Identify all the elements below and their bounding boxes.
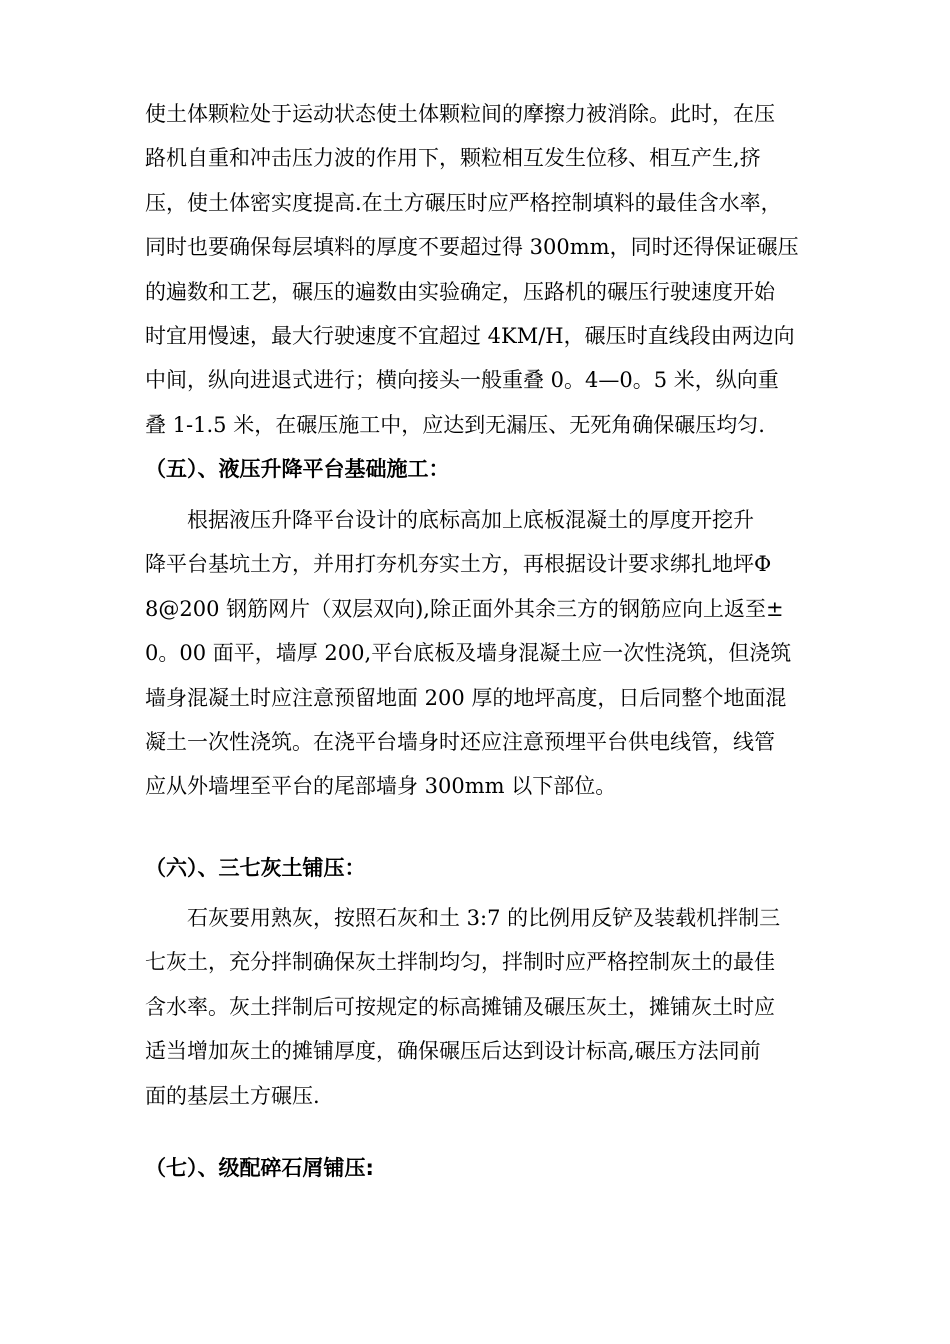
text-line: 含水率。灰土拌制后可按规定的标高摊铺及碾压灰土，摊铺灰土时应 [145,994,775,1019]
text-line: 0。00 面平，墙厚 200,平台底板及墙身混凝土应一次性浇筑，但浇筑 [145,641,792,666]
text-line: 适当增加灰土的摊铺厚度，确保碾压后达到设计标高,碾压方法同前 [145,1039,761,1064]
text-line: 七灰土，充分拌制确保灰土拌制均匀，拌制时应严格控制灰土的最佳 [145,950,775,975]
paragraph-lime-soil [145,896,810,1118]
text-line: 同时也要确保每层填料的厚度不要超过得 300mm，同时还得保证碾压 [145,235,799,260]
text-line: 使土体颗粒处于运动状态使土体颗粒间的摩擦力被消除。此时，在压 [145,102,775,126]
text-line: 应从外墙埋至平台的尾部墙身 300mm 以下部位。 [145,774,617,799]
paragraph-compaction [145,92,810,447]
text-line: 8@200 钢筋网片（双层双向),除正面外其余三方的钢筋应向上返至± [145,596,784,621]
text-line: 墙身混凝土时应注意预留地面 200 厚的地坪高度，日后同整个地面混 [145,685,787,710]
paragraph-lift-platform [145,498,810,809]
text-line: 根据液压升降平台设计的底标高加上底板混凝土的厚度开挖升 [187,508,754,532]
text-line: 中间，纵向进退式进行；横向接头一般重叠 0。4—0。5 米，纵向重 [145,368,779,393]
text-line: 的遍数和工艺，碾压的遍数由实验确定，压路机的碾压行驶速度开始 [145,279,775,304]
text-line: 石灰要用熟灰，按照石灰和土 3:7 的比例用反铲及装载机拌制三 [187,906,781,930]
text-line: 凝土一次性浇筑。在浇平台墙身时还应注意预埋平台供电线管，线管 [145,729,775,754]
text-line: 面的基层土方碾压. [145,1083,320,1108]
section-heading-5: （五）、液压升降平台基础施工： [145,457,450,481]
text-line: 降平台基坑土方，并用打夯机夯实土方，再根据设计要求绑扎地坪Φ [145,552,772,577]
section-heading-6: （六）、三七灰土铺压： [145,856,366,880]
text-line: 路机自重和冲击压力波的作用下，颗粒相互发生位移、相互产生,挤 [145,146,761,171]
section-heading-7: （七）、级配碎石屑铺压: [145,1156,374,1180]
text-line: 叠 1-1.5 米，在碾压施工中，应达到无漏压、无死角确保碾压均匀. [145,412,765,437]
text-line: 压，使土体密实度提高.在土方碾压时应严格控制填料的最佳含水率， [145,190,782,215]
text-line: 时宜用慢速，最大行驶速度不宜超过 4KM/H，碾压时直线段由两边向 [145,323,795,348]
